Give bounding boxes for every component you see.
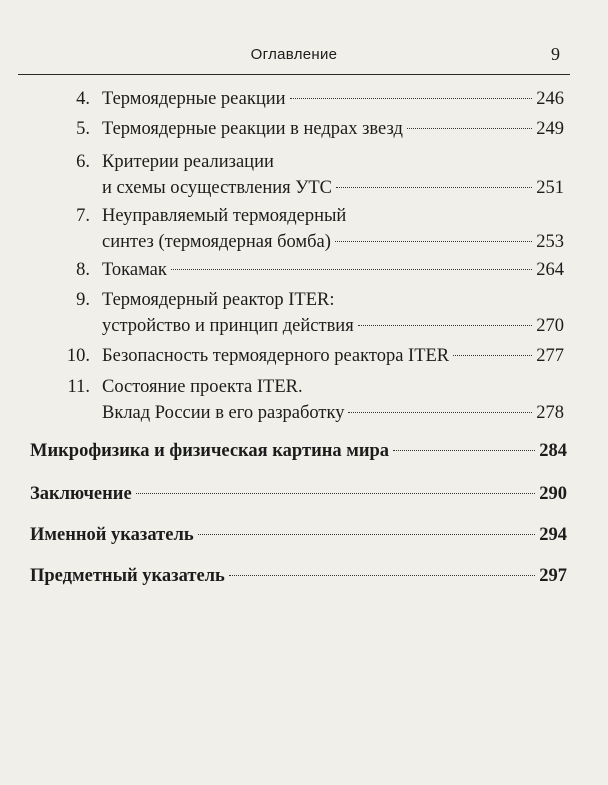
dot-leader [453, 355, 532, 356]
entry-number: 9. [76, 290, 90, 310]
entry-page: 278 [536, 403, 564, 423]
entry-page: 249 [536, 119, 564, 139]
dot-leader [393, 450, 535, 451]
entry-title: Критерии реализации [102, 152, 274, 172]
entry-title: Неуправляемый термоядерный [102, 206, 347, 226]
entry-number: 10. [66, 346, 90, 366]
entry-page: 251 [536, 178, 564, 198]
entry-number: 8. [76, 260, 90, 280]
dot-leader [358, 325, 533, 326]
entry-title: Безопасность термоядерного реактора ITER [102, 346, 450, 366]
running-header [18, 40, 570, 75]
entry-page: 270 [536, 316, 564, 336]
entry-title: Термоядерные реакции [102, 89, 286, 109]
chapter-page: 290 [539, 484, 567, 504]
entry-title: Термоядерный реактор ITER: [102, 290, 335, 310]
dot-leader [407, 128, 532, 129]
dot-leader [336, 187, 532, 188]
dot-leader [335, 241, 532, 242]
entry-title-continued: и схемы осуществления УТС [102, 178, 333, 198]
entry-title: Состояние проекта ITER. [102, 377, 303, 397]
dot-leader [290, 98, 533, 99]
entry-title: Термоядерные реакции в недрах звезд [102, 119, 403, 139]
entry-title-continued: синтез (термоядерная бомба) [102, 232, 331, 252]
chapter-title: Микрофизика и физическая картина мира [30, 441, 390, 461]
chapter-page: 294 [539, 525, 567, 545]
dot-leader [171, 269, 532, 270]
chapter-title: Именной указатель [30, 525, 194, 545]
header-title: Оглавление [250, 46, 338, 63]
entry-title-continued: устройство и принцип действия [102, 316, 354, 336]
header-page-number: 9 [551, 44, 560, 64]
entry-number: 6. [76, 152, 90, 172]
chapter-page: 284 [539, 441, 567, 461]
entry-number: 7. [76, 206, 90, 226]
entry-number: 5. [76, 119, 90, 139]
entry-number: 4. [76, 89, 90, 109]
entry-title-continued: Вклад России в его разработку [102, 403, 345, 423]
entry-page: 246 [536, 89, 564, 109]
dot-leader [229, 575, 535, 576]
dot-leader [136, 493, 536, 494]
entry-page: 253 [536, 232, 564, 252]
entry-page: 264 [536, 260, 564, 280]
entry-title: Токамак [102, 260, 167, 280]
entry-page: 277 [536, 346, 564, 366]
dot-leader [198, 534, 536, 535]
chapter-title: Предметный указатель [30, 566, 225, 586]
chapter-page: 297 [539, 566, 567, 586]
dot-leader [348, 412, 532, 413]
chapter-title: Заключение [30, 484, 132, 504]
entry-number: 11. [67, 377, 90, 397]
